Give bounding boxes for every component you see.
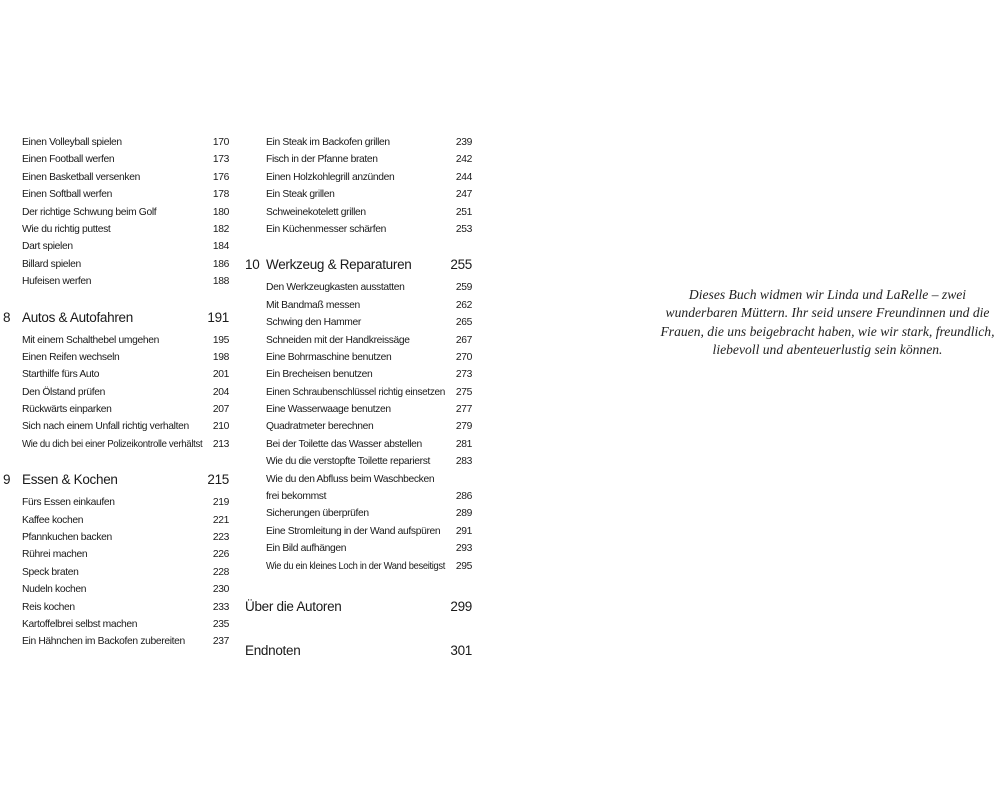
toc-entry: [0, 221, 232, 238]
toc-entry: [0, 349, 232, 366]
entry-title: Ein Hähnchen im Backofen zubereiten: [22, 636, 185, 648]
toc-entry: [244, 314, 475, 331]
page-number: 281: [455, 438, 472, 450]
page-number: 242: [455, 154, 472, 166]
page-number: 239: [455, 137, 472, 148]
chapter-title: Werkzeug & Reparaturen: [266, 257, 412, 273]
toc-entry: [0, 256, 232, 273]
page-number: 255: [450, 257, 472, 273]
entry-title: Dart spielen: [22, 241, 73, 253]
page-number: 180: [212, 206, 229, 218]
entry-title: Sich nach einem Unfall richtig verhalten: [22, 421, 189, 433]
toc-entry: [244, 558, 475, 575]
entry-title: Einen Holzkohlegrill anzünden: [266, 171, 395, 183]
toc-entry: [244, 471, 475, 488]
toc-entry: [244, 349, 475, 366]
toc-right-column: [244, 134, 475, 665]
page-number: 178: [212, 189, 229, 201]
page-number: 279: [455, 421, 472, 433]
toc-entry: [0, 546, 232, 563]
entry-title: Der richtige Schwung beim Golf: [22, 206, 157, 218]
toc-entry: [0, 512, 232, 529]
entry-title: Einen Football werfen: [22, 154, 115, 166]
entry-title: Quadratmeter berechnen: [266, 421, 374, 433]
entry-title: Wie du die verstopfte Toilette reparierst: [266, 456, 431, 468]
page-number: 228: [212, 566, 229, 578]
entry-title: Ein Bild aufhängen: [266, 543, 347, 555]
page-number: 184: [212, 241, 229, 253]
page-number: 275: [455, 386, 472, 398]
entry-title: Ein Brecheisen benutzen: [266, 369, 373, 381]
toc-entry: [0, 366, 232, 383]
entry-title: Den Ölstand prüfen: [22, 386, 105, 398]
chapter-title: Endnoten: [245, 642, 301, 658]
page-number: 291: [455, 525, 472, 537]
page-number: 210: [212, 421, 229, 433]
entry-title: Wie du ein kleines Loch in der Wand beseitigst: [266, 560, 446, 572]
page-number: 270: [455, 351, 472, 363]
page-number: 273: [455, 369, 472, 381]
toc-entry: [244, 523, 475, 540]
page-number: 247: [455, 189, 472, 201]
toc-entry: [244, 221, 475, 238]
toc-entry: [244, 151, 475, 168]
toc-chapter-heading: [244, 597, 475, 617]
page-number: 215: [207, 472, 229, 488]
page-number: 182: [212, 223, 229, 235]
toc-entry: [0, 564, 232, 581]
dedication-text: Dieses Buch widmen wir Linda und LaRelle – zwei wunderbaren Müttern. Ihr seid unsere Freundinnen und die Frauen, die uns beigebracht haben, wie wir stark, freundlich, liebevoll und abenteuerlustig sein können.: [660, 286, 995, 358]
entry-title: Einen Softball werfen: [22, 189, 112, 201]
toc-entry: [0, 134, 232, 151]
toc-entry: [0, 186, 232, 203]
page-number: 188: [212, 276, 229, 288]
entry-title: Kaffee kochen: [22, 514, 84, 526]
toc-entry: [244, 279, 475, 296]
page-number: 221: [212, 514, 229, 526]
toc-entry: [0, 169, 232, 186]
page-number: 195: [212, 334, 229, 346]
entry-title: Fürs Essen einkaufen: [22, 497, 115, 509]
toc-entry: [244, 169, 475, 186]
page-number: 204: [212, 386, 229, 398]
toc-entry: [0, 273, 232, 290]
page-number: 244: [455, 171, 472, 183]
entry-title: Schweinekotelett grillen: [266, 206, 366, 218]
page-number: 237: [212, 636, 229, 648]
chapter-title: Über die Autoren: [245, 598, 342, 614]
page-number: 253: [455, 223, 472, 235]
page-number: 230: [212, 584, 229, 596]
toc-entry: [244, 505, 475, 522]
page-number: 219: [212, 497, 229, 509]
entry-title: Wie du dich bei einer Polizeikontrolle verhältst: [22, 438, 203, 450]
toc-entry: [0, 633, 232, 650]
toc-entry: [0, 204, 232, 221]
page-number: 176: [212, 171, 229, 183]
entry-title: Wie du den Abfluss beim Waschbecken: [266, 473, 435, 485]
page-number: 213: [212, 438, 229, 450]
page-number: 186: [212, 258, 229, 270]
toc-entry: [0, 616, 232, 633]
entry-title: Ein Küchenmesser schärfen: [266, 223, 387, 235]
toc-left-column: [0, 134, 232, 651]
entry-title: Ein Steak grillen: [266, 189, 335, 201]
page-number: 295: [455, 560, 472, 572]
entry-title: Hufeisen werfen: [22, 276, 92, 288]
entry-title: Bei der Toilette das Wasser abstellen: [266, 438, 422, 450]
page-number: 259: [455, 282, 472, 294]
entry-title: Wie du richtig puttest: [22, 223, 111, 235]
entry-title: Mit Bandmaß messen: [266, 299, 360, 311]
page-number: 277: [455, 404, 472, 416]
chapter-title: Autos & Autofahren: [22, 309, 133, 325]
toc-entry: [244, 384, 475, 401]
entry-title: Einen Schraubenschlüssel richtig einsetzen: [266, 386, 445, 398]
page-number: 235: [212, 618, 229, 630]
page-number: 286: [455, 491, 472, 503]
page-number: 226: [212, 549, 229, 561]
entry-title: Sicherungen überprüfen: [266, 508, 369, 520]
toc-chapter-heading: [244, 255, 475, 275]
toc-entry: [244, 134, 475, 151]
page-number: 283: [455, 456, 472, 468]
entry-title: Nudeln kochen: [22, 584, 87, 596]
toc-entry: [244, 436, 475, 453]
toc-entry: [0, 332, 232, 349]
toc-entry: [244, 332, 475, 349]
page-number: 233: [212, 601, 229, 613]
chapter-number: 9: [3, 472, 11, 488]
page-number: 191: [207, 309, 229, 325]
page-number: 265: [455, 317, 472, 329]
page-number: 198: [212, 351, 229, 363]
entry-title: Den Werkzeugkasten ausstatten: [266, 282, 405, 294]
toc-chapter-heading: [0, 470, 232, 490]
page-number: 223: [212, 532, 229, 544]
toc-entry: [244, 418, 475, 435]
page-number: 251: [455, 206, 472, 218]
entry-title: Kartoffelbrei selbst machen: [22, 618, 138, 630]
entry-title: Eine Wasserwaage benutzen: [266, 404, 391, 416]
entry-title: Schwing den Hammer: [266, 317, 361, 329]
toc-entry: [244, 186, 475, 203]
toc-entry: [244, 453, 475, 470]
toc-entry: [0, 599, 232, 616]
page-number: 299: [450, 598, 472, 614]
toc-entry: [244, 401, 475, 418]
toc-entry: [0, 494, 232, 511]
toc-entry: [0, 151, 232, 168]
entry-title: Billard spielen: [22, 258, 81, 270]
toc-entry: [244, 488, 475, 505]
page-number: 201: [212, 369, 229, 381]
entry-title: Eine Bohrmaschine benutzen: [266, 351, 392, 363]
page-number: 267: [455, 334, 472, 346]
page-number: 207: [212, 404, 229, 416]
page-number: 170: [212, 137, 229, 148]
entry-title: Starthilfe fürs Auto: [22, 369, 100, 381]
chapter-number: 8: [3, 309, 11, 325]
entry-title: Fisch in der Pfanne braten: [266, 154, 378, 166]
toc-entry: [0, 529, 232, 546]
entry-title: Rührei machen: [22, 549, 88, 561]
entry-title: frei bekommst: [266, 491, 327, 503]
toc-entry: [0, 384, 232, 401]
toc-entry: [244, 540, 475, 557]
toc-chapter-heading: [0, 308, 232, 328]
entry-title: Einen Reifen wechseln: [22, 351, 120, 363]
entry-title: Schneiden mit der Handkreissäge: [266, 334, 410, 346]
page-number: 289: [455, 508, 472, 520]
toc-entry: [0, 238, 232, 255]
page-number: 301: [450, 642, 472, 658]
toc-entry: [244, 366, 475, 383]
toc-chapter-heading: [244, 641, 475, 661]
toc-entry: [0, 418, 232, 435]
entry-title: Reis kochen: [22, 601, 75, 613]
toc-entry: [0, 436, 232, 453]
entry-title: Einen Basketball versenken: [22, 171, 140, 183]
entry-title: Rückwärts einparken: [22, 404, 112, 416]
toc-entry: [0, 401, 232, 418]
page-number: 293: [455, 543, 472, 555]
chapter-number: 10: [245, 257, 260, 273]
entry-title: Einen Volleyball spielen: [22, 137, 122, 148]
chapter-title: Essen & Kochen: [22, 472, 118, 488]
entry-title: Eine Stromleitung in der Wand aufspüren: [266, 525, 441, 537]
entry-title: Ein Steak im Backofen grillen: [266, 137, 390, 148]
toc-entry: [244, 297, 475, 314]
page-number: 173: [212, 154, 229, 166]
entry-title: Speck braten: [22, 566, 79, 578]
toc-entry: [0, 581, 232, 598]
toc-entry: [244, 204, 475, 221]
entry-title: Mit einem Schalthebel umgehen: [22, 334, 159, 346]
entry-title: Pfannkuchen backen: [22, 532, 112, 544]
page-number: 262: [455, 299, 472, 311]
